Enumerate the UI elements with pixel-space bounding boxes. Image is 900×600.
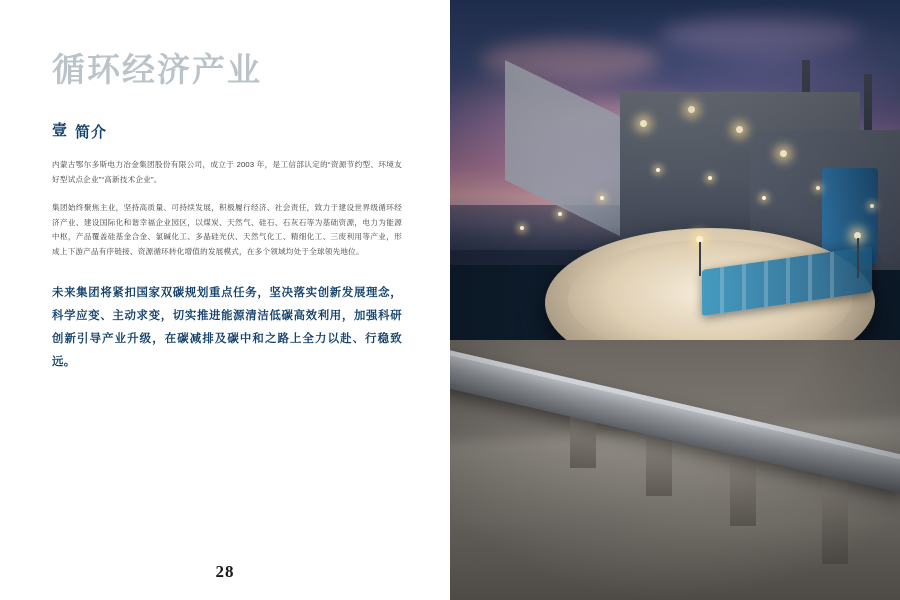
section-title: 简介 [75, 124, 108, 142]
page-number: 28 [215, 562, 235, 581]
section-numeral: 壹 [52, 123, 68, 140]
body-paragraph: 内蒙古鄂尔多斯电力冶金集团股份有限公司，成立于 2003 年，是工信部认定的“资源节约型、环境友好型试点企业”“高新技术企业”。 [52, 160, 402, 185]
industrial-plant-photo [450, 0, 900, 600]
section-numeral-block [52, 122, 67, 140]
photo-vignette [450, 0, 900, 600]
photo-page [450, 0, 900, 600]
highlight-paragraph: 未来集团将紧扣国家双碳规划重点任务，坚决落实创新发展理念，科学应变、主动求变，切实推进能源清洁低碳高效利用，加强科研创新引导产业升级，在碳减排及碳中和之路上全力以赴、行稳致远。 [52, 287, 402, 368]
section-heading [52, 122, 402, 140]
body-paragraph: 集团始终聚焦主业，坚持高质量、可持续发展，积极履行经济、社会责任，致力于建设世界级循环经济产业、建设国际化和谐幸福企业园区，以煤炭、天然气、硅石、石灰石等为基础资源，电力为能源中枢，产品覆盖硅基金合金、氯碱化工、多晶硅光伏、天然气化工、精细化工、三废利用等产业，形成上下游产品有序链接、资源循环转化增值的发展模式，在多个领域均处于全球领先地位。 [52, 202, 402, 257]
page-title: 循环经济产业 [52, 51, 262, 88]
